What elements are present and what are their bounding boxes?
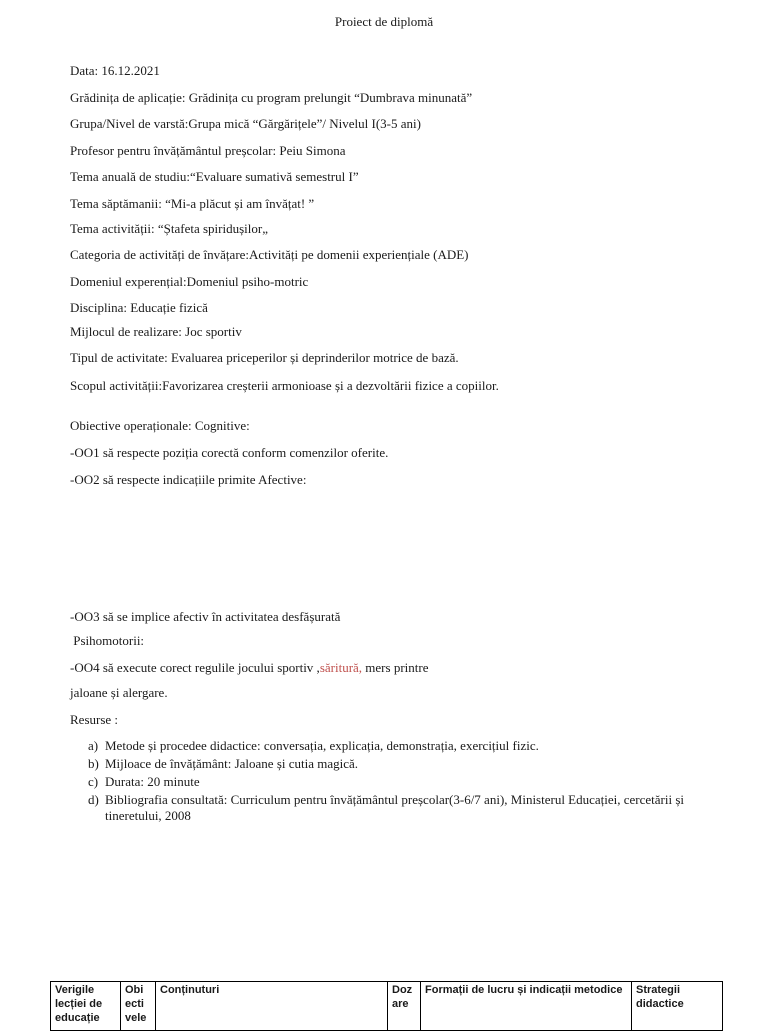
- objective-oo4-text-end: mers printre: [362, 660, 429, 675]
- resurse-item: [88, 774, 708, 790]
- field-gradinita: Grădinița de aplicație: Grădinița cu program prelungit “Dumbrava minunată”: [70, 90, 473, 105]
- field-domeniul: Domeniul experențial:Domeniul psiho-motric: [70, 274, 309, 289]
- field-mijlocul: Mijlocul de realizare: Joc sportiv: [70, 324, 242, 339]
- column-header-obiectivele: Obi ecti vele: [121, 982, 156, 1031]
- field-grupa: Grupa/Nivel de varstă:Grupa mică “Gărgărițele”/ Nivelul I(3-5 ani): [70, 116, 421, 131]
- field-tema-anuala: Tema anuală de studiu:“Evaluare sumativă semestrul I”: [70, 169, 359, 184]
- column-header-dozare: Doz are: [388, 982, 421, 1031]
- field-data: Data: 16.12.2021: [70, 63, 160, 78]
- field-tema-activitatii: Tema activității: “Ștafeta spiridușilor„: [70, 221, 268, 236]
- field-tipul: Tipul de activitate: Evaluarea priceperilor și deprinderilor motrice de bază.: [70, 350, 459, 365]
- list-marker: c): [88, 774, 99, 789]
- resurse-item-text: Mijloace de învățământ: Jaloane și cutia magică.: [105, 756, 359, 771]
- field-tema-saptamanii: Tema săptămanii: “Mi-a plăcut și am învățat! ”: [70, 196, 315, 211]
- column-header-formatii: Formații de lucru și indicații metodice: [421, 982, 632, 1031]
- objective-oo2: -OO2 să respecte indicațiile primite Afective:: [70, 472, 307, 487]
- resurse-item-text: Durata: 20 minute: [105, 774, 200, 789]
- objective-oo4-continuation: jaloane și alergare.: [70, 685, 168, 700]
- list-marker: a): [88, 738, 99, 753]
- table-header-row: [51, 982, 723, 1031]
- resurse-heading: Resurse :: [70, 712, 119, 727]
- field-disciplina: Disciplina: Educație fizică: [70, 300, 208, 315]
- resurse-list: [88, 738, 708, 826]
- psihomotorii-heading: Psihomotorii:: [70, 633, 145, 648]
- resurse-item-text: Metode și procedee didactice: conversația, explicația, demonstrația, exercițiul fizic.: [105, 738, 539, 753]
- list-marker: b): [88, 756, 99, 771]
- objective-oo1: -OO1 să respecte poziția corectă conform comenzilor oferite.: [70, 445, 389, 460]
- list-marker: d): [88, 792, 99, 807]
- objective-oo4: [70, 660, 428, 676]
- objectives-heading: Obiective operaționale: Cognitive:: [70, 418, 250, 433]
- column-header-verigile: Verigile lecției de educație: [51, 982, 121, 1031]
- field-categoria: Categoria de activități de învățare:Activități pe domenii experiențiale (ADE): [70, 247, 469, 262]
- resurse-item: [88, 792, 708, 824]
- field-scopul: Scopul activității:Favorizarea creșterii armonioase și a dezvoltării fizice a copiilor.: [70, 378, 499, 393]
- page-title: Proiect de diplomă: [334, 14, 434, 29]
- column-header-continuturi: Conținuturi: [156, 982, 388, 1031]
- objective-oo4-text: -OO4 să execute corect regulile jocului sportiv ,: [70, 660, 320, 675]
- objective-oo3: -OO3 să se implice afectiv în activitatea desfășurată: [70, 609, 341, 624]
- resurse-item-text: Bibliografia consultată: Curriculum pentru învățământul preșcolar(3-6/7 ani), Ministerul Educației, cercetării și tineretului, 2008: [105, 792, 685, 823]
- column-header-strategii: Strategii didactice: [632, 982, 723, 1031]
- resurse-item: [88, 738, 708, 754]
- field-profesor: Profesor pentru învățământul preșcolar: Peiu Simona: [70, 143, 346, 158]
- objective-oo4-highlight: săritură,: [319, 660, 363, 675]
- resurse-item: [88, 756, 708, 772]
